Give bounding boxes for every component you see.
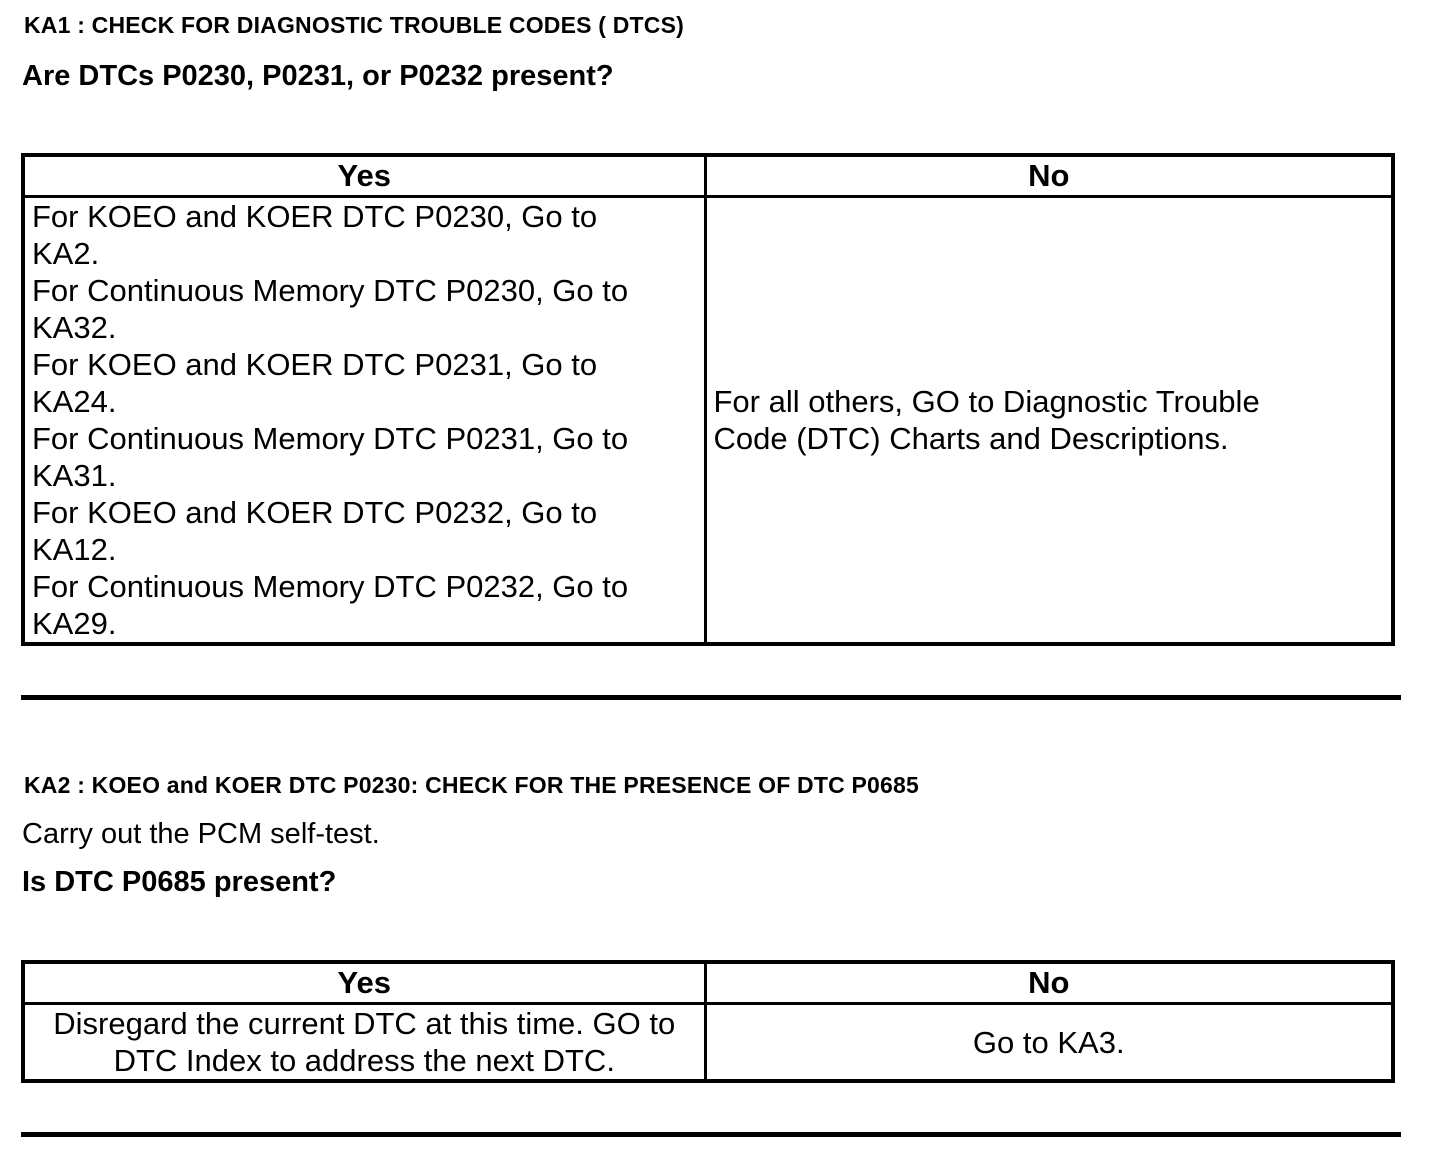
- ka2-step-heading: KA2 : KOEO and KOER DTC P0230: CHECK FOR THE PRESENCE OF DTC P0685: [24, 772, 920, 798]
- ka1-yes-line: For KOEO and KOER DTC P0231, Go to: [32, 347, 598, 382]
- ka1-yes-line: KA32.: [32, 310, 117, 345]
- ka2-no-cell: Go to KA3.: [705, 1004, 1393, 1082]
- section-divider: [21, 695, 1401, 700]
- ka2-yes-line: Disregard the current DTC at this time. GO to: [53, 1006, 676, 1041]
- ka1-question: Are DTCs P0230, P0231, or P0232 present?: [22, 60, 614, 92]
- ka2-instruction: Carry out the PCM self-test.: [22, 818, 380, 850]
- ka1-header-row: [23, 155, 1393, 197]
- ka1-no-line: For all others, GO to Diagnostic Trouble: [713, 384, 1260, 419]
- ka1-yes-header: Yes: [23, 155, 705, 197]
- ka1-yes-line: KA2.: [32, 236, 100, 271]
- ka2-yes-cell: [23, 1004, 705, 1082]
- ka1-yes-line: KA31.: [32, 458, 117, 493]
- ka1-answer-table: [21, 153, 1395, 646]
- section-divider-bottom: [21, 1132, 1401, 1137]
- ka1-no-line: Code (DTC) Charts and Descriptions.: [713, 421, 1229, 456]
- ka1-no-header: No: [705, 155, 1393, 197]
- ka2-answer-row: [23, 1004, 1393, 1082]
- ka1-no-cell: [705, 197, 1393, 645]
- ka2-yes-header: Yes: [23, 962, 705, 1004]
- ka2-no-header: No: [705, 962, 1393, 1004]
- ka1-yes-line: For KOEO and KOER DTC P0230, Go to: [32, 199, 598, 234]
- ka2-yes-line: DTC Index to address the next DTC.: [113, 1043, 615, 1078]
- ka1-yes-line: For KOEO and KOER DTC P0232, Go to: [32, 495, 598, 530]
- ka2-question: Is DTC P0685 present?: [22, 866, 337, 898]
- ka1-yes-cell: [23, 197, 705, 645]
- ka1-step-heading: KA1 : CHECK FOR DIAGNOSTIC TROUBLE CODES ( DTCS): [24, 12, 684, 38]
- ka1-yes-line: For Continuous Memory DTC P0230, Go to: [32, 273, 629, 308]
- ka2-answer-table: [21, 960, 1395, 1083]
- ka2-header-row: [23, 962, 1393, 1004]
- ka1-yes-line: For Continuous Memory DTC P0232, Go to: [32, 569, 629, 604]
- ka1-yes-line: KA24.: [32, 384, 117, 419]
- ka1-yes-line: KA29.: [32, 606, 117, 641]
- ka1-yes-line: For Continuous Memory DTC P0231, Go to: [32, 421, 629, 456]
- ka1-answer-row: [23, 197, 1393, 645]
- ka1-yes-line: KA12.: [32, 532, 117, 567]
